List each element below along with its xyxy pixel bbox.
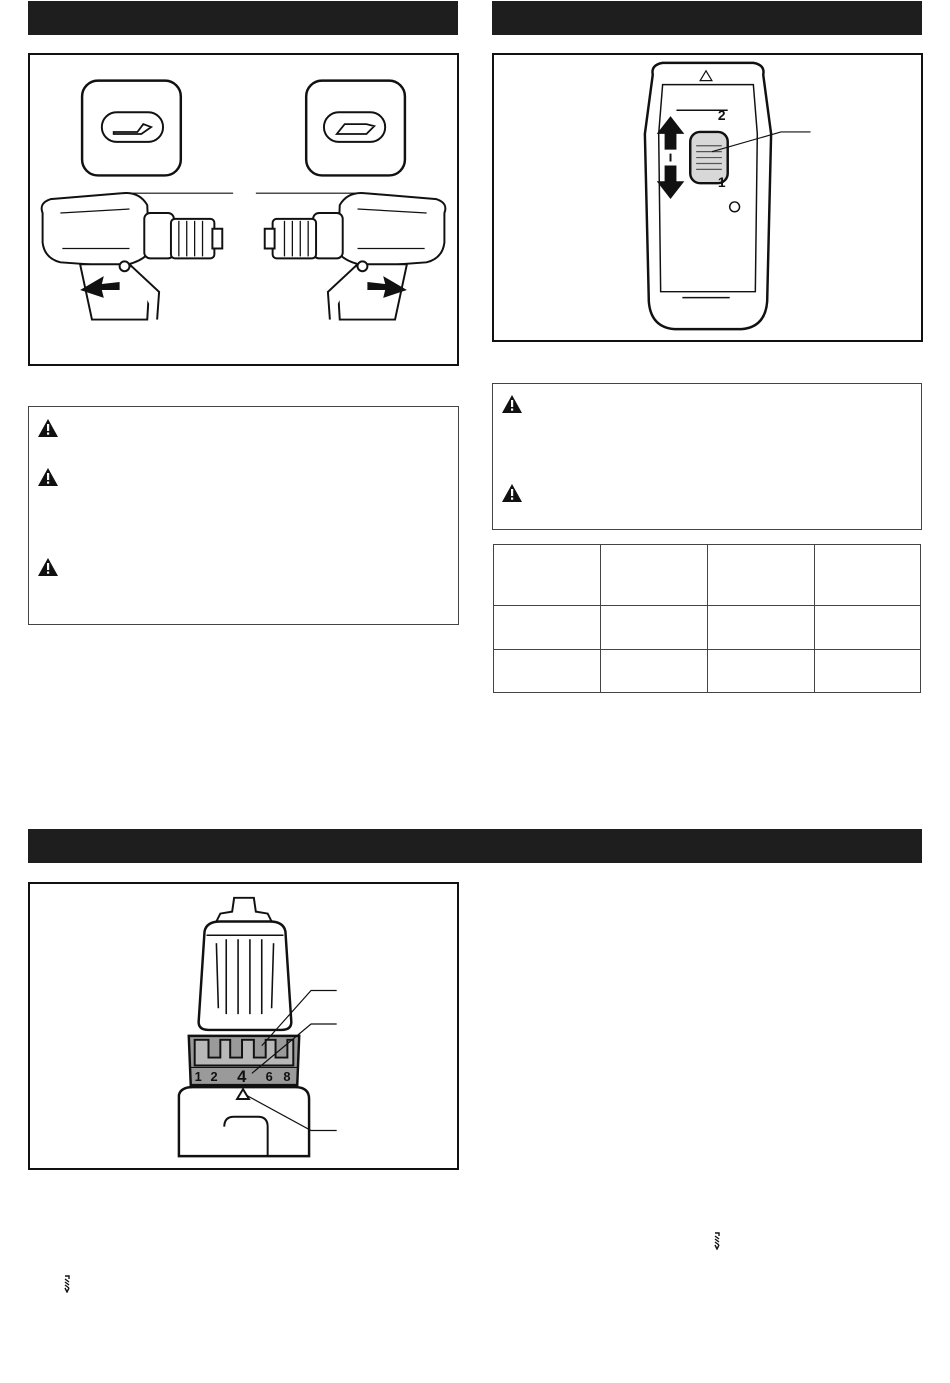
warning-triangle-icon <box>37 467 59 487</box>
reversing-switch-illustration <box>30 55 457 364</box>
torque-scale-1: 1 <box>194 1069 202 1085</box>
section-header-bar <box>492 1 922 35</box>
table-cell <box>601 606 708 650</box>
speed-switch-illustration <box>494 55 921 340</box>
torque-scale-8: 8 <box>283 1069 291 1085</box>
torque-scale-2: 2 <box>210 1069 218 1085</box>
table-cell <box>815 650 921 693</box>
table-cell <box>601 545 708 606</box>
torque-ring-illustration <box>30 884 457 1168</box>
caution-box-left <box>28 406 459 625</box>
table-cell <box>815 606 921 650</box>
table-cell <box>815 545 921 606</box>
section-header-bar <box>28 1 458 35</box>
torque-scale-4: 4 <box>237 1067 247 1087</box>
section-header-bar <box>28 829 922 863</box>
warning-triangle-icon <box>37 557 59 577</box>
figure-reversing-switch <box>28 53 459 366</box>
table-row <box>494 545 921 606</box>
table-cell <box>494 545 601 606</box>
table-cell <box>708 650 815 693</box>
speed-table <box>493 544 921 693</box>
table-cell <box>494 606 601 650</box>
table-cell <box>708 606 815 650</box>
caution-box-right <box>492 383 922 530</box>
torque-scale-6: 6 <box>265 1069 273 1085</box>
table-row <box>494 650 921 693</box>
drill-bit-icon <box>712 1232 722 1250</box>
figure-speed-change <box>492 53 923 342</box>
table-row <box>494 606 921 650</box>
warning-triangle-icon <box>501 483 523 503</box>
table-cell <box>494 650 601 693</box>
table-cell <box>708 545 815 606</box>
figure-torque-adjust <box>28 882 459 1170</box>
table-cell <box>601 650 708 693</box>
speed-label-high: 2 <box>717 108 726 124</box>
speed-label-low: 1 <box>717 175 726 191</box>
warning-triangle-icon <box>501 394 523 414</box>
drill-bit-icon <box>62 1275 72 1293</box>
warning-triangle-icon <box>37 418 59 438</box>
